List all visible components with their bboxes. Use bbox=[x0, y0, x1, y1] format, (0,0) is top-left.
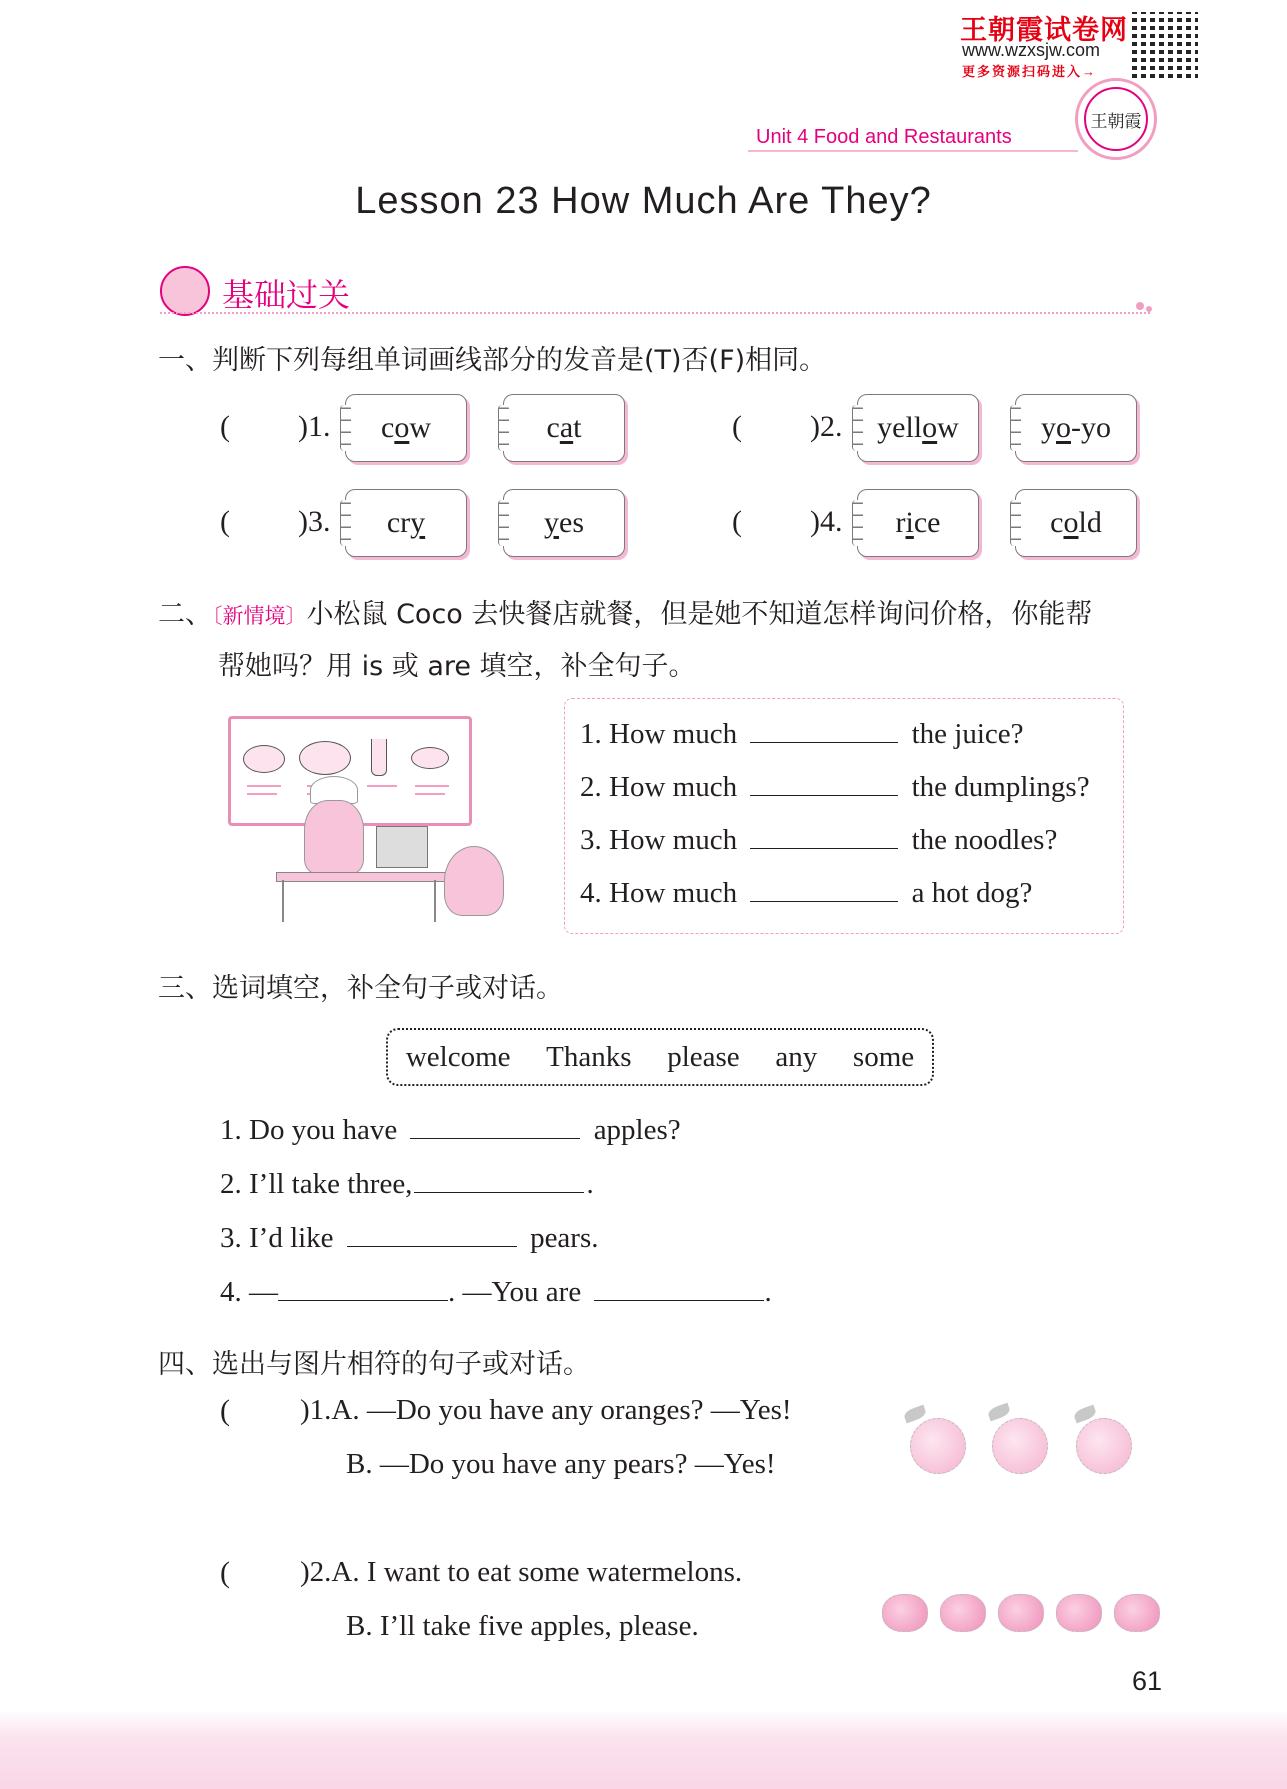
banner-dot-icon bbox=[1136, 302, 1144, 310]
orange-icon bbox=[1076, 1418, 1132, 1474]
word-card: r i ce bbox=[857, 489, 979, 557]
word-card: y es bbox=[503, 489, 625, 557]
banner-dot-icon bbox=[1146, 306, 1152, 312]
q4-item1-answer[interactable] bbox=[250, 1392, 292, 1432]
q4-item2-paren: ( bbox=[220, 1556, 230, 1589]
word-card: c o w bbox=[345, 394, 467, 462]
q2-blank-4[interactable] bbox=[750, 879, 898, 902]
q3-word-bank bbox=[386, 1028, 934, 1086]
counter-icon bbox=[276, 872, 446, 882]
qr-code-icon[interactable] bbox=[1132, 12, 1198, 78]
menu-line bbox=[247, 793, 277, 795]
unit-label: Unit 4 Food and Restaurants bbox=[756, 126, 1012, 148]
q1-item2-answer[interactable] bbox=[762, 408, 804, 448]
q3-blank-4a[interactable] bbox=[278, 1278, 448, 1301]
q2-blank-1[interactable] bbox=[750, 720, 898, 743]
counter-leg bbox=[434, 880, 436, 922]
q2-sentence-1: 1. How much the juice? bbox=[580, 718, 1024, 750]
section-banner-title: 基础过关 bbox=[222, 276, 351, 314]
hot-dog-icon bbox=[411, 747, 449, 769]
q3-sentence-3: 3. I’d like pears. bbox=[220, 1222, 599, 1254]
menu-line bbox=[415, 785, 449, 787]
q4-item2-line-b: B. I’ll take five apples, please. bbox=[346, 1610, 699, 1642]
q1-item1-paren: ( bbox=[220, 410, 230, 443]
q3-blank-4b[interactable] bbox=[594, 1278, 764, 1301]
q2-sentence-4: 4. How much a hot dog? bbox=[580, 877, 1033, 909]
q2-sentence-3: 3. How much the noodles? bbox=[580, 824, 1058, 856]
menu-line bbox=[247, 785, 281, 787]
q3-blank-2[interactable] bbox=[414, 1170, 584, 1193]
apple-icon bbox=[1114, 1594, 1160, 1632]
word-card: c o ld bbox=[1015, 489, 1137, 557]
q1-item1-num: )1. bbox=[298, 410, 331, 443]
word-option: some bbox=[852, 1040, 915, 1073]
noodle-bowl-icon bbox=[243, 745, 285, 773]
q3-sentence-2: 2. I’ll take three, . bbox=[220, 1168, 594, 1200]
q4-item1-line-b: B. —Do you have any pears? —Yes! bbox=[346, 1448, 776, 1480]
q2-heading bbox=[158, 592, 1092, 631]
q4-item2-answer[interactable] bbox=[250, 1554, 292, 1594]
q1-item2-num: )2. bbox=[810, 410, 843, 443]
lesson-title: Lesson 23 How Much Are They? bbox=[355, 180, 932, 222]
q1-item4-paren: ( bbox=[732, 505, 742, 538]
q4-item1-paren: ( bbox=[220, 1394, 230, 1427]
q1-item3-paren: ( bbox=[220, 505, 230, 538]
q3-sentence-4: 4. — . —You are . bbox=[220, 1276, 772, 1308]
word-option: welcome bbox=[405, 1040, 511, 1073]
q2-line1: 小松鼠 Coco 去快餐店就餐，但是她不知道怎样询问价格，你能帮 bbox=[306, 599, 1093, 630]
q2-blank-2[interactable] bbox=[750, 773, 898, 796]
q1-item2-paren: ( bbox=[732, 410, 742, 443]
word-option: please bbox=[667, 1040, 740, 1073]
orange-icon bbox=[910, 1418, 966, 1474]
word-card: y o -yo bbox=[1015, 394, 1137, 462]
menu-line bbox=[367, 785, 397, 787]
dumplings-icon bbox=[299, 741, 351, 775]
apple-icon bbox=[1056, 1594, 1102, 1632]
squirrel-coco-icon bbox=[444, 846, 504, 916]
q3-blank-1[interactable] bbox=[410, 1116, 580, 1139]
q1-heading: 一、判断下列每组单词画线部分的发音是(T)否(F)相同。 bbox=[158, 345, 827, 376]
q2-blank-3[interactable] bbox=[750, 826, 898, 849]
word-card: yell o w bbox=[857, 394, 979, 462]
apple-icon bbox=[940, 1594, 986, 1632]
banner-divider bbox=[160, 312, 1150, 314]
q3-heading: 三、选词填空，补全句子或对话。 bbox=[158, 973, 563, 1004]
logo-scan-text: 更多资源扫码进入→ bbox=[962, 64, 1098, 79]
footer-band bbox=[0, 1710, 1287, 1789]
seal-logo bbox=[1075, 78, 1157, 160]
q1-item4-answer[interactable] bbox=[762, 503, 804, 543]
menu-line bbox=[415, 793, 445, 795]
q1-item1-answer[interactable] bbox=[250, 408, 292, 448]
q2-new-context-tag: 〔新情境〕 bbox=[212, 604, 307, 628]
cash-register-icon bbox=[376, 826, 428, 868]
q4-item2-line-a: )2.A. I want to eat some watermelons. bbox=[300, 1556, 743, 1588]
word-card: cr y bbox=[345, 489, 467, 557]
cat-chef-icon bbox=[304, 800, 364, 874]
orange-icon bbox=[992, 1418, 1048, 1474]
word-card: c a t bbox=[503, 394, 625, 462]
q3-sentence-1: 1. Do you have apples? bbox=[220, 1114, 681, 1146]
q1-item4-num: )4. bbox=[810, 505, 843, 538]
q4-item1-line-a: )1.A. —Do you have any oranges? —Yes! bbox=[300, 1394, 792, 1426]
logo-title: 王朝霞试卷网 bbox=[960, 15, 1128, 45]
girl-avatar-icon bbox=[160, 266, 210, 316]
page-number: 61 bbox=[1132, 1666, 1163, 1696]
q2-prefix: 二、 bbox=[158, 599, 212, 630]
q1-item3-num: )3. bbox=[298, 505, 331, 538]
q1-item3-answer[interactable] bbox=[250, 503, 292, 543]
seal-text: 王朝霞 bbox=[1084, 87, 1148, 151]
leaf-icon bbox=[987, 1403, 1012, 1422]
word-option: any bbox=[775, 1040, 818, 1073]
word-option: Thanks bbox=[546, 1040, 632, 1073]
unit-underline bbox=[748, 150, 1078, 152]
logo-url: www.wzxsjw.com bbox=[962, 40, 1101, 60]
counter-leg bbox=[282, 880, 284, 922]
juice-glass-icon bbox=[371, 739, 387, 776]
apple-icon bbox=[882, 1594, 928, 1632]
apple-icon bbox=[998, 1594, 1044, 1632]
q3-blank-3[interactable] bbox=[347, 1224, 517, 1247]
q4-heading: 四、选出与图片相符的句子或对话。 bbox=[158, 1349, 590, 1380]
q2-line2: 帮她吗？用 is 或 are 填空，补全句子。 bbox=[218, 651, 696, 682]
q2-sentence-2: 2. How much the dumplings? bbox=[580, 771, 1090, 803]
